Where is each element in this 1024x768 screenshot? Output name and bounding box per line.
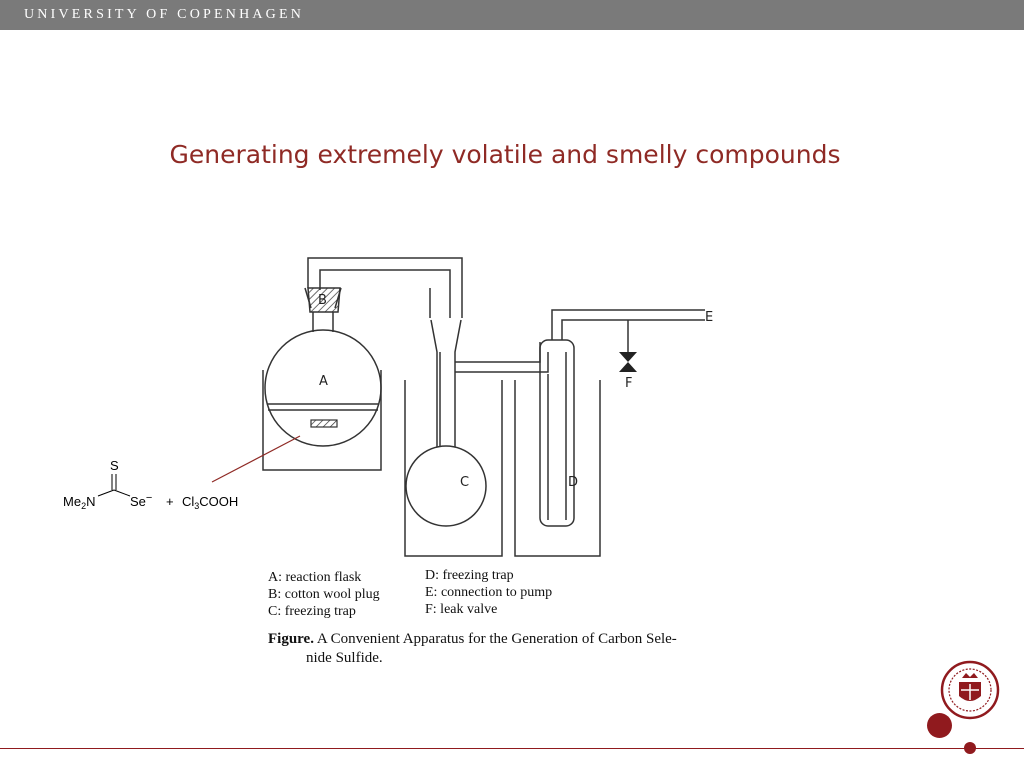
trap-d: [540, 340, 574, 526]
university-name: UNIVERSITY OF COPENHAGEN: [24, 7, 305, 22]
trap-c-flask: [406, 446, 486, 526]
legend-b: B: cotton wool plug: [268, 587, 380, 602]
label-e: E: [705, 310, 714, 325]
plus-sign: +: [166, 494, 174, 509]
label-d: D: [568, 475, 579, 490]
amine-group: $Me_2N$: [63, 494, 96, 511]
label-b: B: [318, 293, 327, 308]
sulfur-atom: S: [110, 458, 119, 473]
stir-bar: [311, 420, 337, 427]
decorative-dot-small: [964, 742, 976, 754]
label-c: C: [460, 475, 470, 490]
leak-valve-top: [619, 352, 637, 362]
cooling-bath-d: [515, 380, 600, 556]
apparatus-lines: [212, 258, 705, 556]
legend-f: F: leak valve: [425, 602, 498, 617]
legend-d: D: freezing trap: [425, 568, 514, 583]
footer-rule: [0, 748, 1024, 749]
leak-valve-bottom: [619, 362, 637, 372]
tube-c-to-d-outer: [455, 342, 540, 362]
pointer-line: [212, 436, 300, 482]
label-f: F: [625, 376, 633, 391]
caption-line-1: Figure. A Convenient Apparatus for the Generation of Carbon Sele-: [268, 631, 677, 647]
university-seal-icon: [940, 660, 1000, 720]
slide-title: Generating extremely volatile and smelly compounds: [169, 140, 841, 169]
figure-caption: [268, 631, 677, 666]
legend-e: E: connection to pump: [425, 585, 553, 600]
tube-to-e-inner: [562, 320, 705, 340]
reaction-scheme: [63, 458, 238, 511]
bond-c-se: [114, 490, 130, 496]
bond-n-c: [98, 490, 114, 496]
legend-a: A: reaction flask: [268, 570, 362, 585]
decorative-dot-large: [927, 713, 952, 738]
label-a: A: [319, 374, 328, 389]
legend: [268, 568, 552, 619]
caption-line-2: nide Sulfide.: [306, 650, 383, 666]
trichloroacetic-acid: $Cl_3COOH$: [182, 494, 239, 511]
selenide-group: Se−: [130, 492, 153, 509]
legend-c: C: freezing trap: [268, 604, 356, 619]
